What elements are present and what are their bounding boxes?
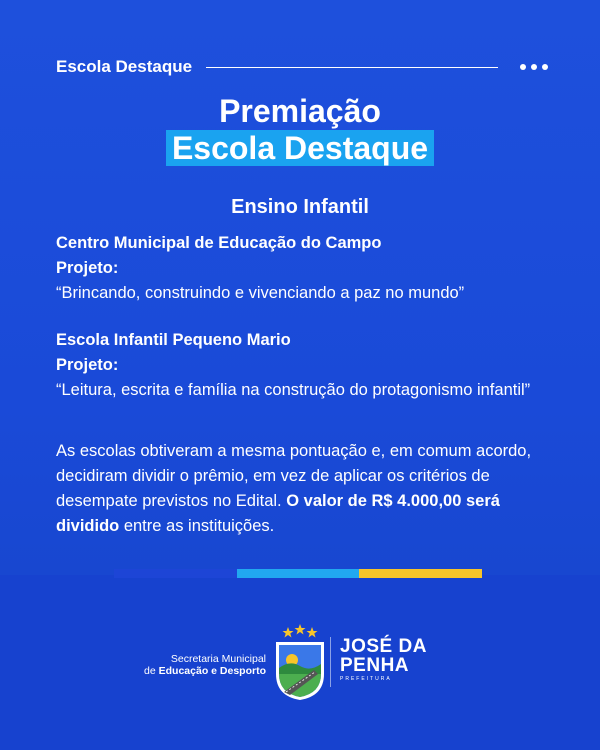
school-entry (56, 231, 556, 306)
logo-line-2: PENHA (340, 655, 410, 676)
stripe-yellow (359, 569, 482, 578)
secretaria-label (120, 653, 266, 677)
header-title: Escola Destaque (56, 57, 193, 76)
school-name: Escola Infantil Pequeno Mario (56, 331, 291, 349)
project-title: “Brincando, construindo e vivenciando a paz no mundo” (56, 284, 465, 302)
header-divider (206, 67, 498, 68)
stripe-blue-light (237, 569, 359, 578)
secretaria-line-2: de Educação e Desporto (144, 665, 266, 677)
project-label: Projeto: (56, 356, 119, 374)
logo-divider (330, 637, 331, 687)
school-entry (56, 328, 556, 403)
logo-subtitle: PREFEITURA (340, 676, 392, 682)
project-label: Projeto: (56, 259, 119, 277)
note-bold-text: O valor de R$ 4.000,00 será dividido (56, 492, 500, 535)
header (56, 56, 548, 78)
note-text: As escolas obtiveram a mesma pontuação e, em comum acordo, decidiram dividir o prêmio, em vez de aplicar os critérios de desempate previstos no Edital. (56, 442, 532, 510)
municipal-crest-icon (270, 622, 330, 702)
project-title: “Leitura, escrita e família na construção do protagonismo infantil” (56, 381, 531, 399)
category-subtitle: Ensino Infantil (231, 196, 369, 218)
page-title (0, 92, 600, 166)
schools-list (56, 231, 556, 425)
note-end-text: entre as instituições. (119, 517, 275, 535)
award-note (56, 439, 556, 539)
color-stripe (114, 569, 482, 578)
school-name: Centro Municipal de Educação do Campo (56, 234, 382, 252)
title-line-1: Premiação (219, 93, 381, 129)
prefeitura-logo (340, 637, 440, 683)
stripe-blue-dark (114, 569, 237, 578)
more-dots-icon (520, 64, 548, 70)
secretaria-line-1: Secretaria Municipal (170, 653, 266, 665)
logo-line-1: JOSÉ DA (340, 636, 427, 657)
title-line-2-highlight: Escola Destaque (166, 130, 434, 166)
